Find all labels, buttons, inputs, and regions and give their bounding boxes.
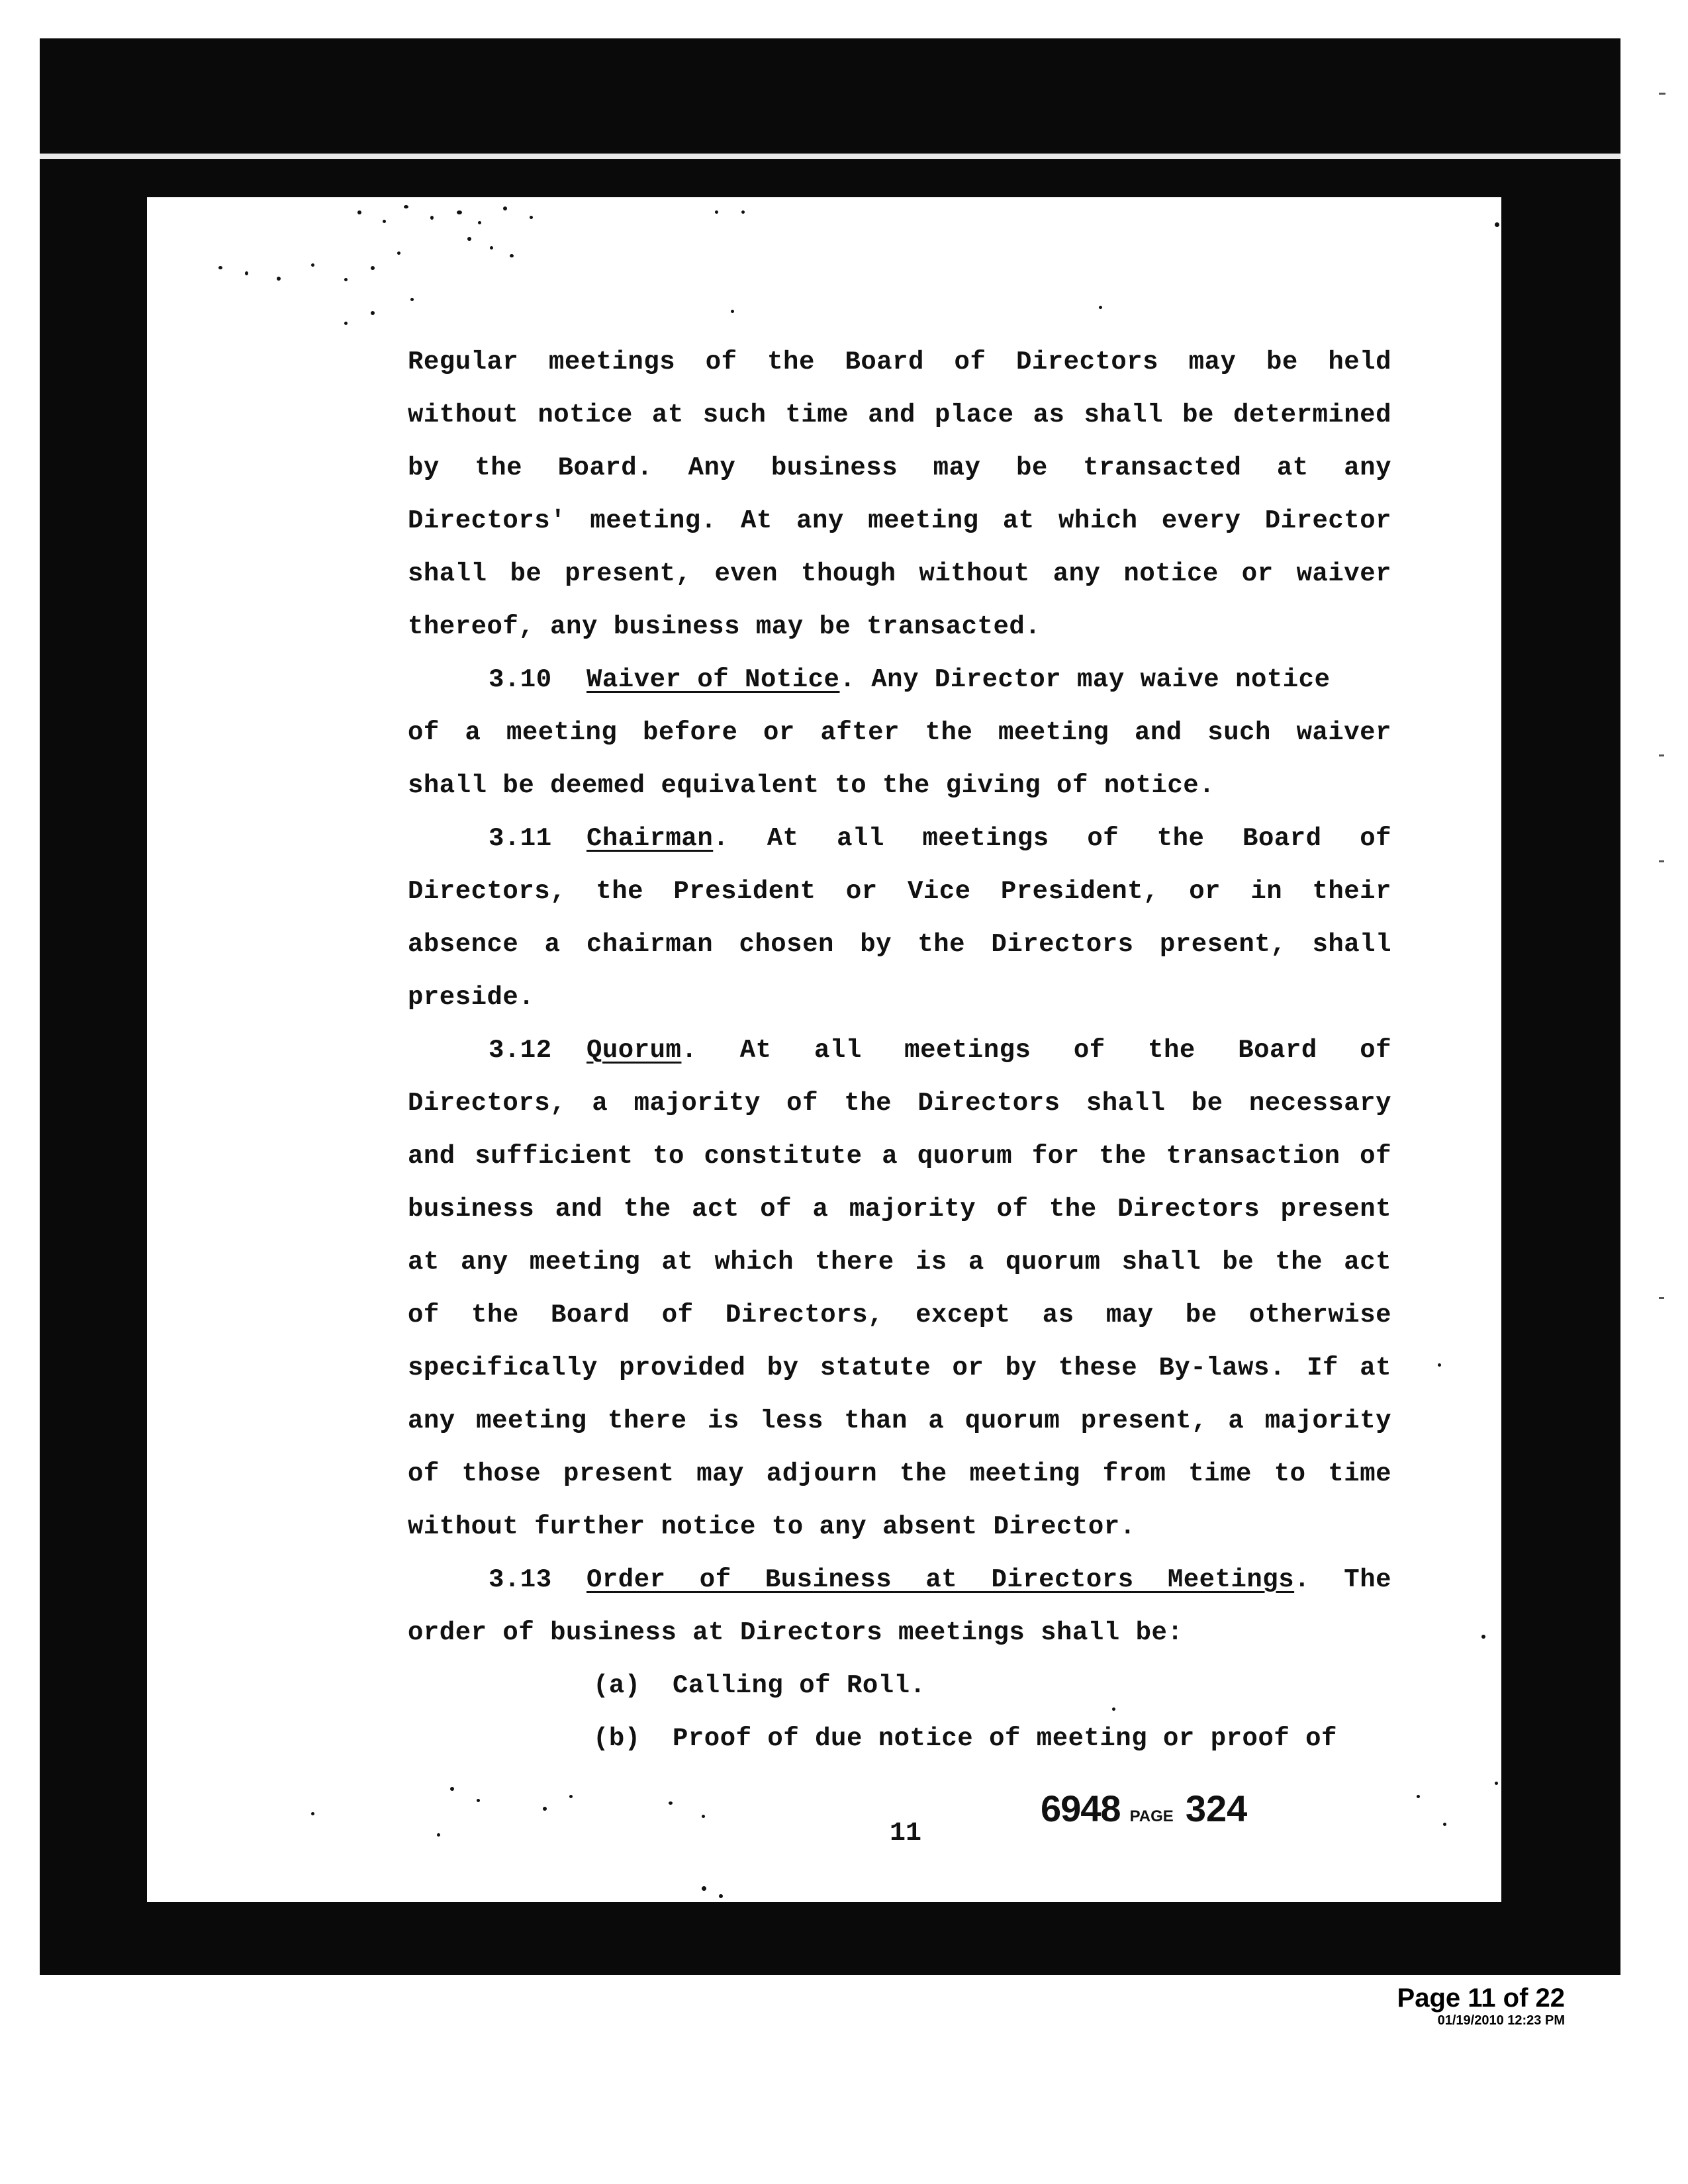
text-line: preside. bbox=[408, 983, 535, 1012]
text-line: Directors, the President or Vice President, or in their bbox=[408, 877, 1391, 906]
page-number: 11 bbox=[890, 1819, 922, 1848]
section-number: 3.13 bbox=[489, 1565, 552, 1594]
section-heading-3-10 bbox=[408, 663, 1391, 716]
text-line: at any meeting at which there is a quorum shall be the act bbox=[408, 1248, 1391, 1277]
section-title: Order of Business at Directors Meetings bbox=[586, 1565, 1295, 1594]
section-heading-3-13 bbox=[408, 1563, 1391, 1616]
section-first-line: . At all meetings of the Board of bbox=[681, 1036, 1391, 1065]
viewer-footer bbox=[1397, 1983, 1565, 2028]
list-item-text: Proof of due notice of meeting or proof of bbox=[673, 1724, 1337, 1753]
text-line: Regular meetings of the Board of Directors may be held bbox=[408, 347, 1391, 377]
text-line: order of business at Directors meetings shall be: bbox=[408, 1618, 1184, 1647]
section-first-line: . At all meetings of the Board of bbox=[713, 824, 1391, 853]
text-line: Directors' meeting. At any meeting at which every Director bbox=[408, 506, 1391, 535]
list-item bbox=[408, 1722, 1391, 1775]
text-line: shall be present, even though without any notice or waiver bbox=[408, 559, 1391, 588]
section-first-line: . Any Director may waive notice bbox=[839, 665, 1331, 694]
page-word: PAGE bbox=[1129, 1807, 1174, 1825]
document-body bbox=[408, 345, 1391, 1775]
print-timestamp: 01/19/2010 12:23 PM bbox=[1437, 2013, 1565, 2028]
section-title: Quorum bbox=[586, 1036, 682, 1065]
list-item-label: (b) bbox=[593, 1724, 641, 1753]
page-count: Page 11 of 22 bbox=[1397, 1983, 1565, 2013]
text-line: Directors, a majority of the Directors shall be necessary bbox=[408, 1089, 1391, 1118]
text-line: any meeting there is less than a quorum present, a majority bbox=[408, 1406, 1391, 1435]
section-heading-3-12 bbox=[408, 1034, 1391, 1087]
text-line: shall be deemed equivalent to the giving of notice. bbox=[408, 771, 1215, 800]
scan-edge-line bbox=[40, 154, 1620, 159]
text-line: thereof, any business may be transacted. bbox=[408, 612, 1041, 641]
section-title: Chairman bbox=[586, 824, 714, 853]
list-item-label: (a) bbox=[593, 1671, 641, 1700]
text-line: of those present may adjourn the meeting from time to time bbox=[408, 1459, 1391, 1488]
book-number: 6948 bbox=[1041, 1788, 1121, 1829]
text-line: of the Board of Directors, except as may be otherwise bbox=[408, 1300, 1391, 1330]
text-line: specifically provided by statute or by these By-laws. If at bbox=[408, 1353, 1391, 1383]
text-line: of a meeting before or after the meeting and such waiver bbox=[408, 718, 1391, 747]
list-item-text: Calling of Roll. bbox=[673, 1671, 926, 1700]
section-heading-3-11 bbox=[408, 822, 1391, 875]
section-title: Waiver of Notice bbox=[586, 665, 840, 694]
list-item bbox=[408, 1669, 1391, 1722]
section-number: 3.11 bbox=[489, 824, 552, 853]
text-line: by the Board. Any business may be transacted at any bbox=[408, 453, 1391, 482]
text-line: without further notice to any absent Director. bbox=[408, 1512, 1136, 1541]
text-line: business and the act of a majority of the Directors present bbox=[408, 1195, 1391, 1224]
stamp-page-number: 324 bbox=[1185, 1788, 1248, 1829]
text-line: and sufficient to constitute a quorum for the transaction of bbox=[408, 1142, 1391, 1171]
section-number: 3.10 bbox=[489, 665, 552, 694]
book-page-stamp bbox=[1041, 1787, 1247, 1830]
section-first-line: . The bbox=[1294, 1565, 1391, 1594]
text-line: absence a chairman chosen by the Directors present, shall bbox=[408, 930, 1391, 959]
section-number: 3.12 bbox=[489, 1036, 552, 1065]
text-line: without notice at such time and place as shall be determined bbox=[408, 400, 1391, 430]
